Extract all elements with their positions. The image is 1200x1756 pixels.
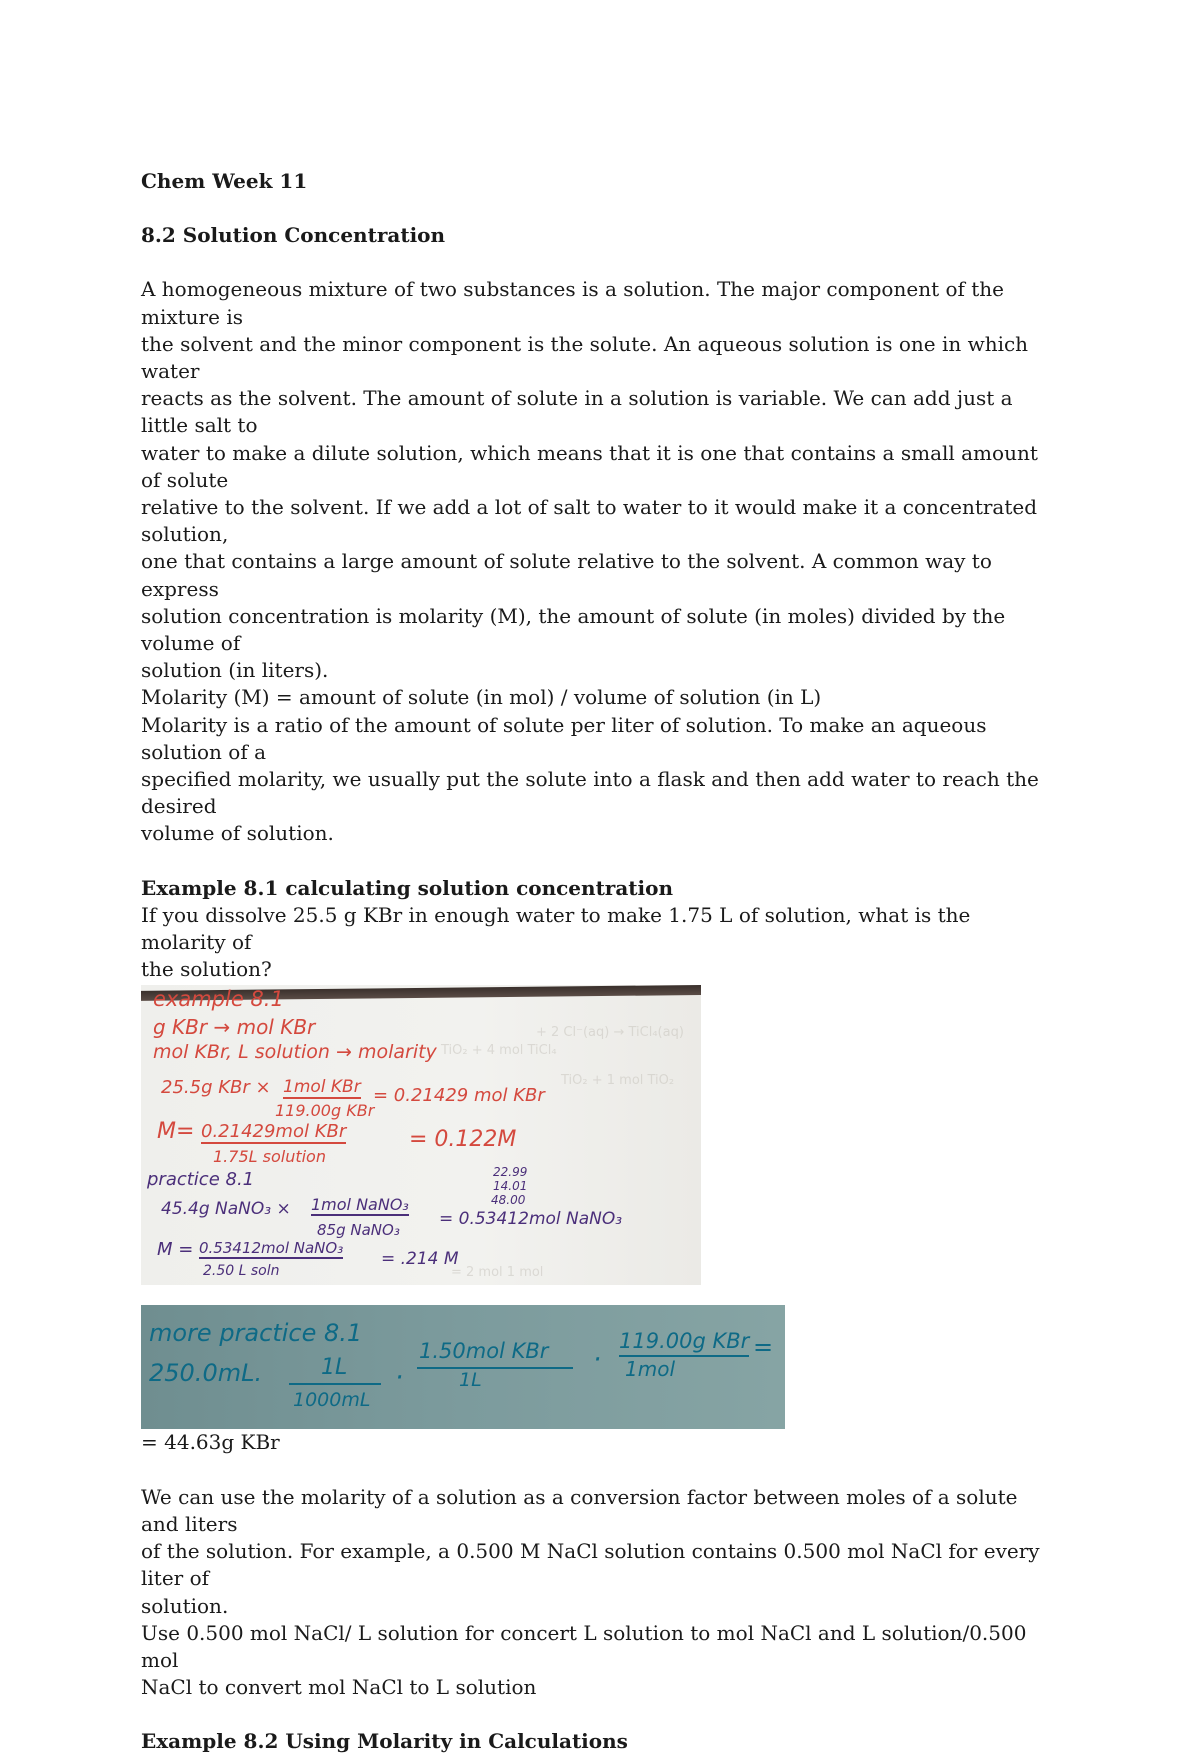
molarity-numerator: 0.21429mol KBr [201,1121,347,1143]
paragraph-line: of the solution. For example, a 0.500 M NaCl solution contains 0.500 mol NaCl for every liter of [141,1539,1040,1591]
fraction-bar [417,1367,573,1369]
equals-sign: = [753,1333,774,1362]
paragraph-line: solution. [141,1593,229,1618]
calc-result: = 0.21429 mol KBr [373,1085,545,1107]
result-line: = 44.63g KBr [141,1430,280,1455]
paragraph-line: NaCl to convert mol NaCl to L solution [141,1675,537,1700]
example-8-2-heading: Example 8.2 Using Molarity in Calculations [141,1729,628,1754]
paragraph-line: A homogeneous mixture of two substances is a solution. The major component of the mixture is [141,277,1005,329]
calc-numerator: 1mol KBr [283,1077,361,1098]
fraction-numerator: 1.50mol KBr [419,1339,549,1364]
molarity-result: = 0.122M [409,1127,517,1153]
bleed-through-text: TiO₂ + 1 mol TiO₂ [561,1073,675,1089]
handwritten-notes-photo [141,985,701,1285]
document-title: Chem Week 11 [141,169,308,193]
practice-label: practice 8.1 [147,1169,255,1191]
paragraph-line: relative to the solvent. If we add a lot of salt to water to it would make it a concentrated solution, [141,495,1038,547]
paragraph-line: the solvent and the minor component is the solute. An aqueous solution is one in which water [141,331,1029,384]
paragraph-line: Use 0.500 mol NaCl/ L solution for concert L solution to mol NaCl and L solution/0.500 mol [141,1620,1027,1672]
fraction-numerator: 1L [321,1355,348,1381]
atomic-mass: 22.99 [493,1165,528,1180]
atomic-mass: 14.01 [493,1179,528,1194]
start-value: 250.0mL. [149,1359,263,1388]
atomic-mass: 48.00 [491,1193,526,1208]
bleed-through-text: TiO₂ + 4 mol TiCl₄ [441,1043,557,1059]
calc-result: = 0.53412mol NaNO₃ [439,1209,623,1230]
paragraph-line: specified molarity, we usually put the solute into a flask and then add water to reach the desired [141,767,1039,819]
molarity-label: M= [157,1119,195,1145]
example-question-line: If you dissolve 25.5 g KBr in enough water to make 1.75 L of solution, what is the molarity of [141,902,971,955]
calc-denominator: 85g NaNO₃ [317,1221,400,1240]
calc-numerator: 1mol NaNO₃ [311,1195,409,1215]
calc-left: 25.5g KBr × [161,1077,271,1099]
use-paragraph [141,1620,1061,1702]
calc-denominator: 119.00g KBr [275,1101,375,1121]
fraction-denominator: 1L [459,1369,482,1392]
molarity-denominator: 1.75L solution [213,1147,326,1167]
fraction-numerator: 119.00g KBr [619,1329,750,1354]
example-8-1-heading: Example 8.1 calculating solution concentration [141,875,674,900]
paragraph-line: solution concentration is molarity (M), the amount of solute (in moles) divided by the volume of [141,603,1006,656]
conversion-paragraph [141,1484,1061,1620]
document-page [141,168,1061,1756]
notes-line: g KBr → mol KBr [153,1015,316,1040]
molarity-label: M = [157,1239,194,1261]
molarity-result: = .214 M [381,1249,459,1270]
paragraph-line: volume of solution. [141,821,334,846]
paragraph-line: reacts as the solvent. The amount of solute in a solution is variable. We can add just a little salt to [141,386,1013,438]
fraction-denominator: 1mol [625,1357,675,1382]
more-practice-photo [141,1305,785,1429]
multiply-dot: · [395,1363,404,1394]
molarity-formula: Molarity (M) = amount of solute (in mol) / volume of solution (in L) [141,685,822,710]
ratio-paragraph [141,712,1061,848]
intro-paragraph [141,276,1061,684]
calc-left: 45.4g NaNO₃ × [161,1199,291,1220]
paragraph-line: We can use the molarity of a solution as a conversion factor between moles of a solute and liters [141,1484,1018,1536]
paragraph-line: water to make a dilute solution, which means that it is one that contains a small amount of solute [141,440,1038,492]
example-question-line: the solution? [141,957,272,982]
bleed-through-text: + 2 Cl⁻(aq) → TiCl₄(aq) [536,1025,684,1041]
fraction-bar [289,1383,381,1385]
paragraph-line: Molarity is a ratio of the amount of solute per liter of solution. To make an aqueous solution of a [141,712,987,764]
multiply-dot: · [593,1345,602,1376]
paragraph-line: solution (in liters). [141,658,329,683]
molarity-denominator: 2.50 L soln [203,1263,280,1280]
section-heading: 8.2 Solution Concentration [141,223,446,248]
paragraph-line: one that contains a large amount of solute relative to the solvent. A common way to express [141,549,992,601]
molarity-numerator: 0.53412mol NaNO₃ [199,1239,344,1258]
bleed-through-text: = 2 mol 1 mol [451,1265,544,1281]
notes-heading: example 8.1 [153,987,284,1012]
practice-title: more practice 8.1 [149,1319,363,1348]
fraction-denominator: 1000mL [293,1389,371,1412]
notes-line: mol KBr, L solution → molarity [153,1041,437,1064]
